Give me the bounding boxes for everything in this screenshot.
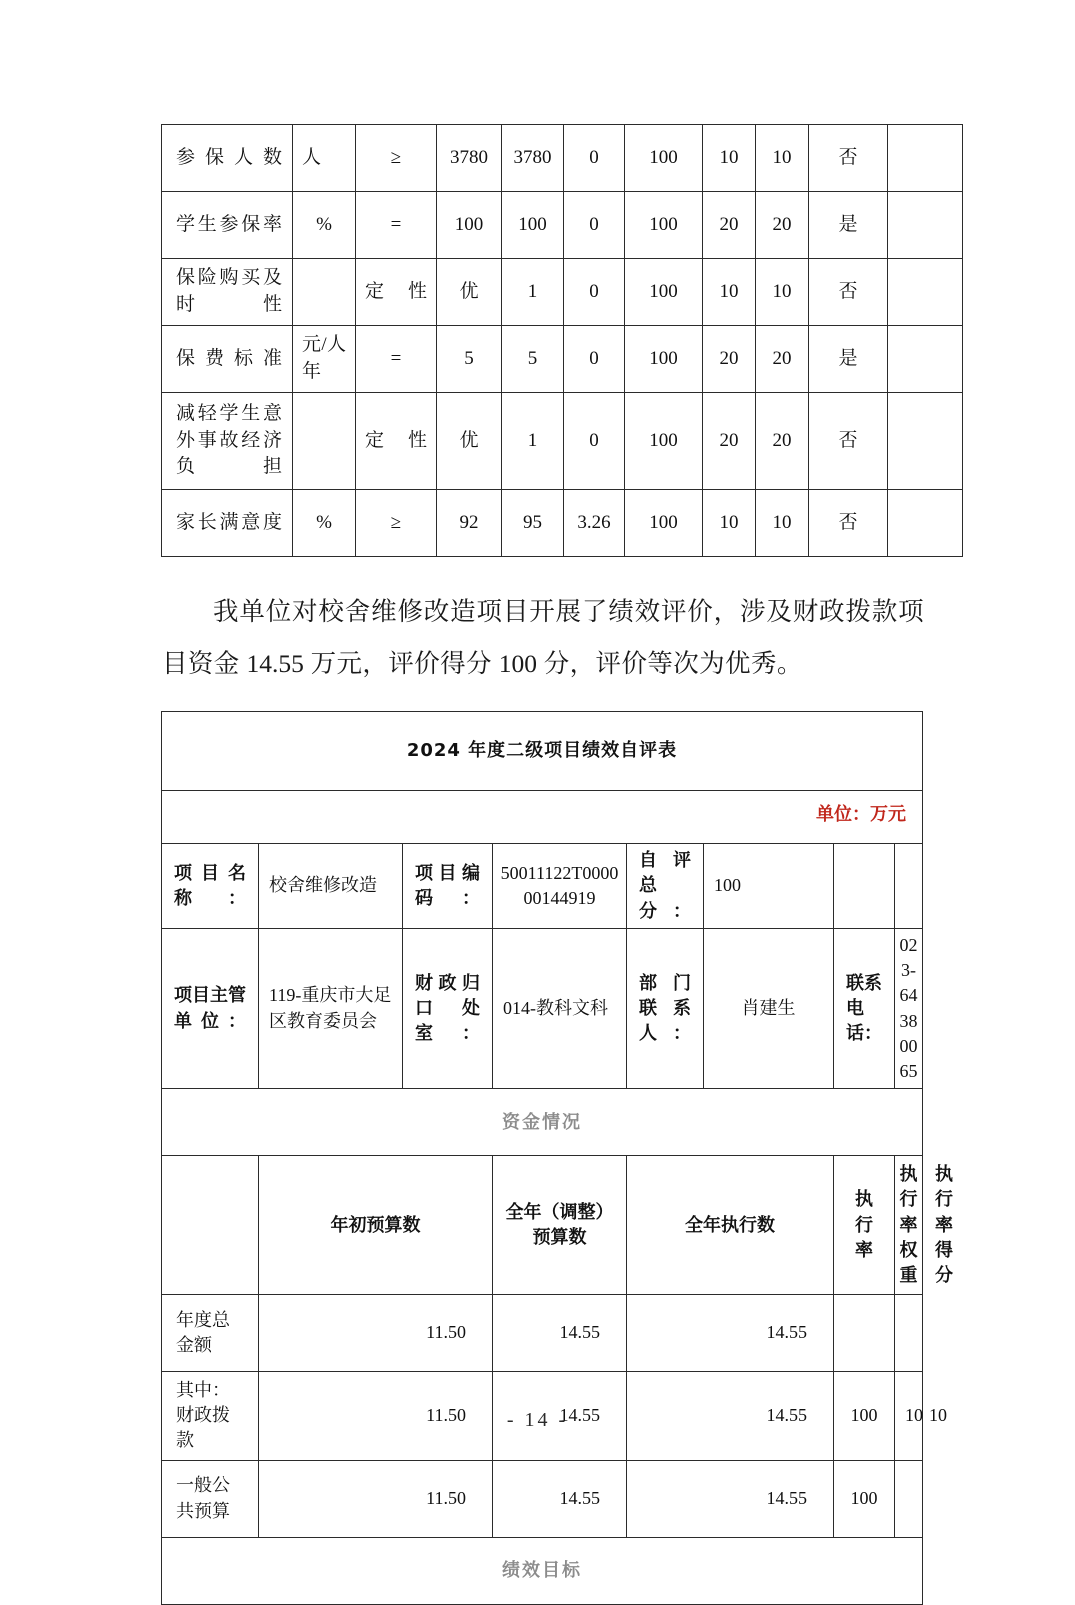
supervising-unit-label: 项目主管单位：	[162, 929, 259, 1089]
funding-header-adjusted: 全年（调整）预算数	[493, 1156, 627, 1295]
page-number: - 14 -	[506, 1409, 569, 1431]
table-row	[162, 490, 963, 557]
funding-header-initial: 年初预算数	[259, 1156, 493, 1295]
form-title-row	[162, 712, 923, 791]
indicator-target: 5	[437, 326, 502, 393]
paragraph-amount: 14.55	[246, 648, 304, 678]
funding-section-row	[162, 1089, 923, 1156]
indicator-note	[888, 490, 963, 557]
funding-initial-value: 11.50	[259, 1372, 493, 1461]
funding-row-label: 年度总金额	[162, 1295, 259, 1372]
indicator-target: 3780	[437, 125, 502, 192]
table-row	[162, 125, 963, 192]
indicator-score-rate: 100	[625, 393, 703, 490]
funding-weight-value	[895, 1460, 923, 1537]
indicator-weight: 10	[703, 490, 756, 557]
unit-note: 单位：万元	[162, 791, 923, 844]
table-row	[162, 1460, 923, 1537]
indicator-score: 20	[756, 326, 809, 393]
funding-executed-value: 14.55	[627, 1372, 834, 1461]
indicator-score-rate: 100	[625, 490, 703, 557]
funding-adjusted-value: 14.55	[493, 1372, 627, 1461]
funding-section-heading: 资金情况	[162, 1089, 923, 1156]
contact-person-label: 部门联系人：	[627, 929, 704, 1089]
indicator-unit: %	[293, 192, 356, 259]
table-row	[162, 844, 923, 929]
paragraph-part2: 万元，评价得分	[303, 648, 499, 678]
funding-executed-value: 14.55	[627, 1295, 834, 1372]
funding-adjusted-value: 14.55	[493, 1460, 627, 1537]
indicator-unit	[293, 259, 356, 326]
total-score-label: 自评总分：	[627, 844, 704, 929]
indicator-table	[161, 124, 963, 557]
funding-row-label: 其中：财政拨款	[162, 1372, 259, 1461]
paragraph-part1: 我单位对校舍维修改造项目开展了绩效评价，涉及财政拨款项目资金	[162, 596, 924, 678]
project-code-label: 项目编码：	[403, 844, 493, 929]
table-row: 其中：财政拨款 11.50 14.55 14.55 100 10 10	[162, 1372, 923, 1461]
indicator-actual: 95	[502, 490, 564, 557]
indicator-deviation: 0	[564, 125, 625, 192]
evaluation-paragraph	[162, 586, 924, 690]
indicator-flag: 是	[809, 326, 888, 393]
project-code-value: 50011122T000000144919	[493, 844, 627, 929]
info-empty-label-1	[834, 844, 895, 929]
contact-phone-label: 联系电话：	[834, 929, 895, 1089]
indicator-weight: 20	[703, 393, 756, 490]
funding-rate-value	[834, 1295, 895, 1372]
form-unit-row	[162, 791, 923, 844]
finance-office-value: 014-教科文科	[493, 929, 627, 1089]
indicator-actual: 1	[502, 393, 564, 490]
project-name-value: 校舍维修改造	[259, 844, 403, 929]
indicator-weight: 10	[703, 125, 756, 192]
indicator-name: 学生参保率	[162, 192, 293, 259]
indicator-weight: 20	[703, 192, 756, 259]
total-score-value: 100	[704, 844, 834, 929]
indicator-unit: %	[293, 490, 356, 557]
table-row	[162, 259, 963, 326]
funding-rate-value: 100	[834, 1372, 895, 1461]
paragraph-part3: 分，评价等次为优秀。	[536, 648, 803, 678]
finance-office-label: 财政归口处室：	[403, 929, 493, 1089]
indicator-unit: 人	[293, 125, 356, 192]
table-row	[162, 192, 963, 259]
indicator-score: 10	[756, 490, 809, 557]
funding-rate-value: 100	[834, 1460, 895, 1537]
indicator-note	[888, 259, 963, 326]
indicator-deviation: 0	[564, 393, 625, 490]
funding-header-weight: 执行率权重	[895, 1156, 923, 1295]
indicator-score: 20	[756, 393, 809, 490]
indicator-operator: ≥	[356, 490, 437, 557]
indicator-name: 家长满意度	[162, 490, 293, 557]
indicator-unit: 元/人年	[293, 326, 356, 393]
indicator-flag: 否	[809, 490, 888, 557]
indicator-score-rate: 100	[625, 259, 703, 326]
indicator-operator: =	[356, 326, 437, 393]
indicator-deviation: 3.26	[564, 490, 625, 557]
indicator-actual: 100	[502, 192, 564, 259]
indicator-weight: 10	[703, 259, 756, 326]
indicator-name: 保险购买及时性	[162, 259, 293, 326]
indicator-flag: 否	[809, 259, 888, 326]
self-evaluation-form	[161, 711, 953, 1605]
project-name-label: 项目名称：	[162, 844, 259, 929]
funding-header-blank	[162, 1156, 259, 1295]
indicator-flag: 否	[809, 125, 888, 192]
indicator-score: 20	[756, 192, 809, 259]
funding-adjusted-value: 14.55	[493, 1295, 627, 1372]
funding-header-rate: 执行率	[834, 1156, 895, 1295]
indicator-name: 减轻学生意外事故经济负担	[162, 393, 293, 490]
funding-initial-value: 11.50	[259, 1460, 493, 1537]
indicator-operator: ≥	[356, 125, 437, 192]
indicator-name: 保费标准	[162, 326, 293, 393]
indicator-score: 10	[756, 259, 809, 326]
contact-person-value: 肖建生	[704, 929, 834, 1089]
indicator-note	[888, 192, 963, 259]
indicator-flag: 否	[809, 393, 888, 490]
funding-row-label: 一般公共预算	[162, 1460, 259, 1537]
indicator-flag: 是	[809, 192, 888, 259]
paragraph-score: 100	[498, 648, 537, 678]
indicator-score: 10	[756, 125, 809, 192]
indicator-deviation: 0	[564, 259, 625, 326]
indicator-note	[888, 125, 963, 192]
funding-weight-value	[895, 1295, 923, 1372]
indicator-score-rate: 100	[625, 326, 703, 393]
form-title: 2024 年度二级项目绩效自评表	[162, 712, 923, 791]
indicator-deviation: 0	[564, 192, 625, 259]
table-row	[162, 929, 923, 1089]
indicator-actual: 1	[502, 259, 564, 326]
funding-weight-value: 10	[895, 1372, 923, 1461]
indicator-target: 100	[437, 192, 502, 259]
indicator-target: 优	[437, 393, 502, 490]
table-row	[162, 393, 963, 490]
funding-executed-value: 14.55	[627, 1460, 834, 1537]
indicator-deviation: 0	[564, 326, 625, 393]
indicator-name: 参保人数	[162, 125, 293, 192]
indicator-weight: 20	[703, 326, 756, 393]
contact-phone-value: 023-64380065	[895, 929, 923, 1089]
indicator-note	[888, 393, 963, 490]
table-row	[162, 326, 963, 393]
supervising-unit-value: 119-重庆市大足区教育委员会	[259, 929, 403, 1089]
indicator-operator: 定性	[356, 393, 437, 490]
table-header-row: 年初预算数 全年（调整）预算数 全年执行数 执行率 执行率权重 执行率得分	[162, 1156, 923, 1295]
funding-header-executed: 全年执行数	[627, 1156, 834, 1295]
indicator-operator: =	[356, 192, 437, 259]
indicator-score-rate: 100	[625, 125, 703, 192]
indicator-score-rate: 100	[625, 192, 703, 259]
indicator-note	[888, 326, 963, 393]
indicator-actual: 3780	[502, 125, 564, 192]
info-empty-value-1	[895, 844, 923, 929]
indicator-target: 92	[437, 490, 502, 557]
table-row	[162, 1295, 923, 1372]
indicator-actual: 5	[502, 326, 564, 393]
goal-section-row	[162, 1537, 923, 1604]
indicator-operator: 定性	[356, 259, 437, 326]
goal-section-heading: 绩效目标	[162, 1537, 923, 1604]
indicator-target: 优	[437, 259, 502, 326]
funding-initial-value: 11.50	[259, 1295, 493, 1372]
indicator-unit	[293, 393, 356, 490]
